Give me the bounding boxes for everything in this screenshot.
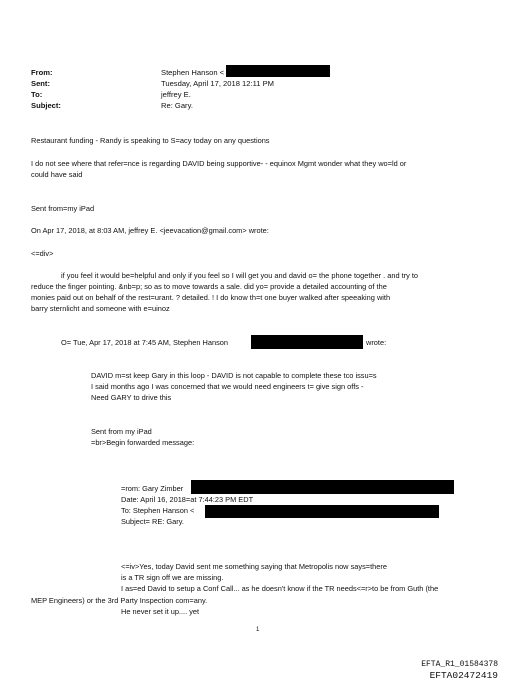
page-number: 1	[256, 627, 260, 633]
body-paragraph: Restaurant funding - Randy is speaking to S=acy today on any questions	[31, 136, 270, 145]
quoted-text: I said months ago I was concerned that we would need engineers t= give sign offs -	[91, 382, 364, 391]
body-paragraph: I do not see where that refer=nce is regarding DAVID being supportive- - equinox Mgmt wonder what they wo=ld or	[31, 159, 407, 168]
body-paragraph: could have said	[31, 170, 83, 179]
forwarded-date: Date: April 16, 2018=at 7:44:23 PM EDT	[121, 495, 254, 504]
subject-value: Re: Gary.	[161, 101, 193, 110]
forwarded-text: He never set it up.... yet	[121, 607, 200, 616]
forwarded-subject: Subject= RE: Gary.	[121, 517, 184, 526]
quoted-text: reduce the finger pointing. &nb=p; so as to move towards a sale. did yo= provide a detailed accounting of the	[31, 282, 387, 291]
sent-value: Tuesday, April 17, 2018 12:11 PM	[161, 79, 274, 88]
to-value: jeffrey E.	[161, 90, 191, 99]
redaction-bar	[205, 505, 439, 518]
quoted-text: DAVID m=st keep Gary in this loop - DAVID is not capable to complete these tco issu=s	[91, 371, 377, 380]
quoted-text: monies paid out on behalf of the rest=urant. ? detailed. ! I do know th=t one buyer walked after speeaking with	[31, 293, 391, 302]
document-id: EFTA_R1_01584378	[421, 660, 498, 669]
forwarded-from: =rom: Gary Zimber	[121, 484, 184, 493]
sent-from-signature: Sent from=my iPad	[31, 204, 95, 213]
forwarded-text: I as=ed David to setup a Conf Call... as he doesn't know if the TR needs<=r>to be from Guth (the	[121, 584, 439, 593]
from-value: Stephen Hanson <	[161, 68, 225, 77]
forwarded-text: is a TR sign off we are missing.	[121, 573, 224, 582]
quote-intro: On Apr 17, 2018, at 8:03 AM, jeffrey E. <jeevacation@gmail.com> wrote:	[31, 226, 269, 235]
forwarded-text: MEP Engineers) or the 3rd Party Inspection com=any.	[31, 596, 208, 605]
sent-from-signature: Sent from my iPad	[91, 427, 152, 436]
forward-header: =br>Begin forwarded message:	[91, 438, 195, 447]
redaction-bar	[251, 335, 363, 349]
forwarded-to: To: Stephen Hanson <	[121, 506, 195, 515]
quote-wrote: wrote:	[366, 338, 387, 347]
document-id: EFTA02472419	[429, 670, 498, 681]
quoted-text: Need GARY to drive this	[91, 393, 172, 402]
quote-intro: O= Tue, Apr 17, 2018 at 7:45 AM, Stephen Hanson	[61, 338, 229, 347]
from-label: From:	[31, 68, 53, 77]
to-label: To:	[31, 90, 43, 99]
forwarded-text: <=iv>Yes, today David sent me something saying that Metropolis now says=there	[121, 562, 387, 571]
subject-label: Subject:	[31, 101, 61, 110]
div-tag: <=div>	[31, 249, 54, 258]
quoted-text: barry sternlicht and someone with e=uinoz	[31, 304, 170, 313]
redaction-bar	[191, 480, 454, 494]
quoted-text: if you feel it would be=helpful and only if you feel so I will get you and david o= the phone together . and try to	[61, 271, 419, 280]
redaction-bar	[226, 65, 330, 77]
sent-label: Sent:	[31, 79, 50, 88]
